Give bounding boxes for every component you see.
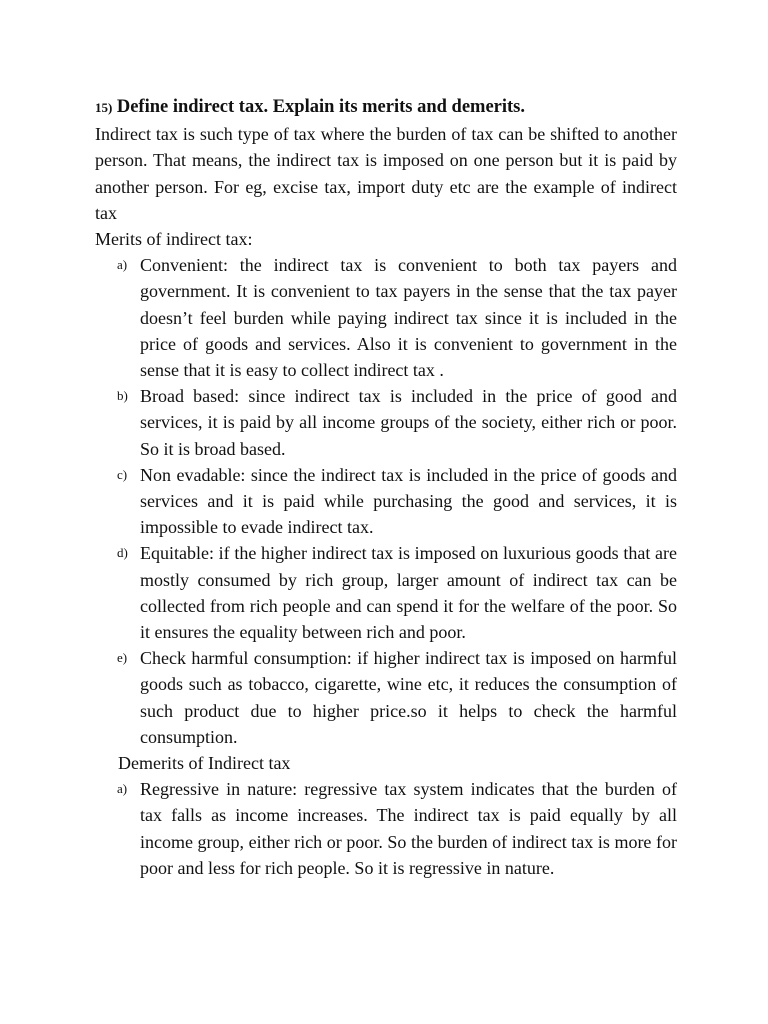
list-item <box>95 776 677 881</box>
question-heading <box>95 93 677 121</box>
list-item <box>95 645 677 750</box>
list-item-text: Equitable: if the higher indirect tax is imposed on luxurious goods that are mostly consumed by rich group, larger amount of indirect tax can be collected from rich people and can spend it for the welfare of the poor. So it ensures the equality between rich and poor. <box>140 543 677 643</box>
merits-list <box>95 252 677 750</box>
question-number: 15) <box>95 100 113 115</box>
intro-paragraph: Indirect tax is such type of tax where the burden of tax can be shifted to another person. That means, the indirect tax is imposed on one person but it is paid by another person. For eg, excise tax, import duty etc are the example of indirect tax <box>95 124 677 223</box>
list-item-text: Convenient: the indirect tax is convenient to both tax payers and government. It is convenient to tax payers in the sense that the tax payer doesn’t feel burden while paying indirect tax since it is included in the price of goods and services. Also it is convenient to government in the sense that it is easy to collect indirect tax . <box>140 255 677 381</box>
list-item-text: Non evadable: since the indirect tax is included in the price of goods and services and it is paid while purchasing the good and services, it is impossible to evade indirect tax. <box>140 464 677 538</box>
list-item <box>95 383 677 462</box>
list-marker: e) <box>117 650 128 666</box>
question-title: Define indirect tax. Explain its merits and demerits. <box>116 97 526 117</box>
list-item-text: Regressive in nature: regressive tax system indicates that the burden of tax falls as income increases. The indirect tax is paid equally by all income group, either rich or poor. So the burden of indirect tax is more for poor and less for rich people. So it is regressive in nature. <box>140 779 677 878</box>
list-marker: d) <box>117 545 128 561</box>
list-item <box>95 462 677 541</box>
list-marker: c) <box>117 466 128 482</box>
list-marker: a) <box>117 257 128 273</box>
merits-heading: Merits of indirect tax: <box>95 229 253 250</box>
list-item-text: Check harmful consumption: if higher indirect tax is imposed on harmful goods such as tobacco, cigarette, wine etc, it reduces the consumption of such product due to higher price.so it helps to check the harmful consumption. <box>140 648 677 747</box>
list-marker: a) <box>117 781 128 797</box>
demerits-heading: Demerits of Indirect tax <box>118 753 291 774</box>
list-item <box>95 540 677 645</box>
list-marker: b) <box>117 388 128 404</box>
list-item-text: Broad based: since indirect tax is included in the price of good and services, it is paid by all income groups of the society, either rich or poor. So it is broad based. <box>140 386 677 459</box>
list-item <box>95 252 677 383</box>
demerits-list <box>95 776 677 881</box>
document-body <box>95 93 677 881</box>
